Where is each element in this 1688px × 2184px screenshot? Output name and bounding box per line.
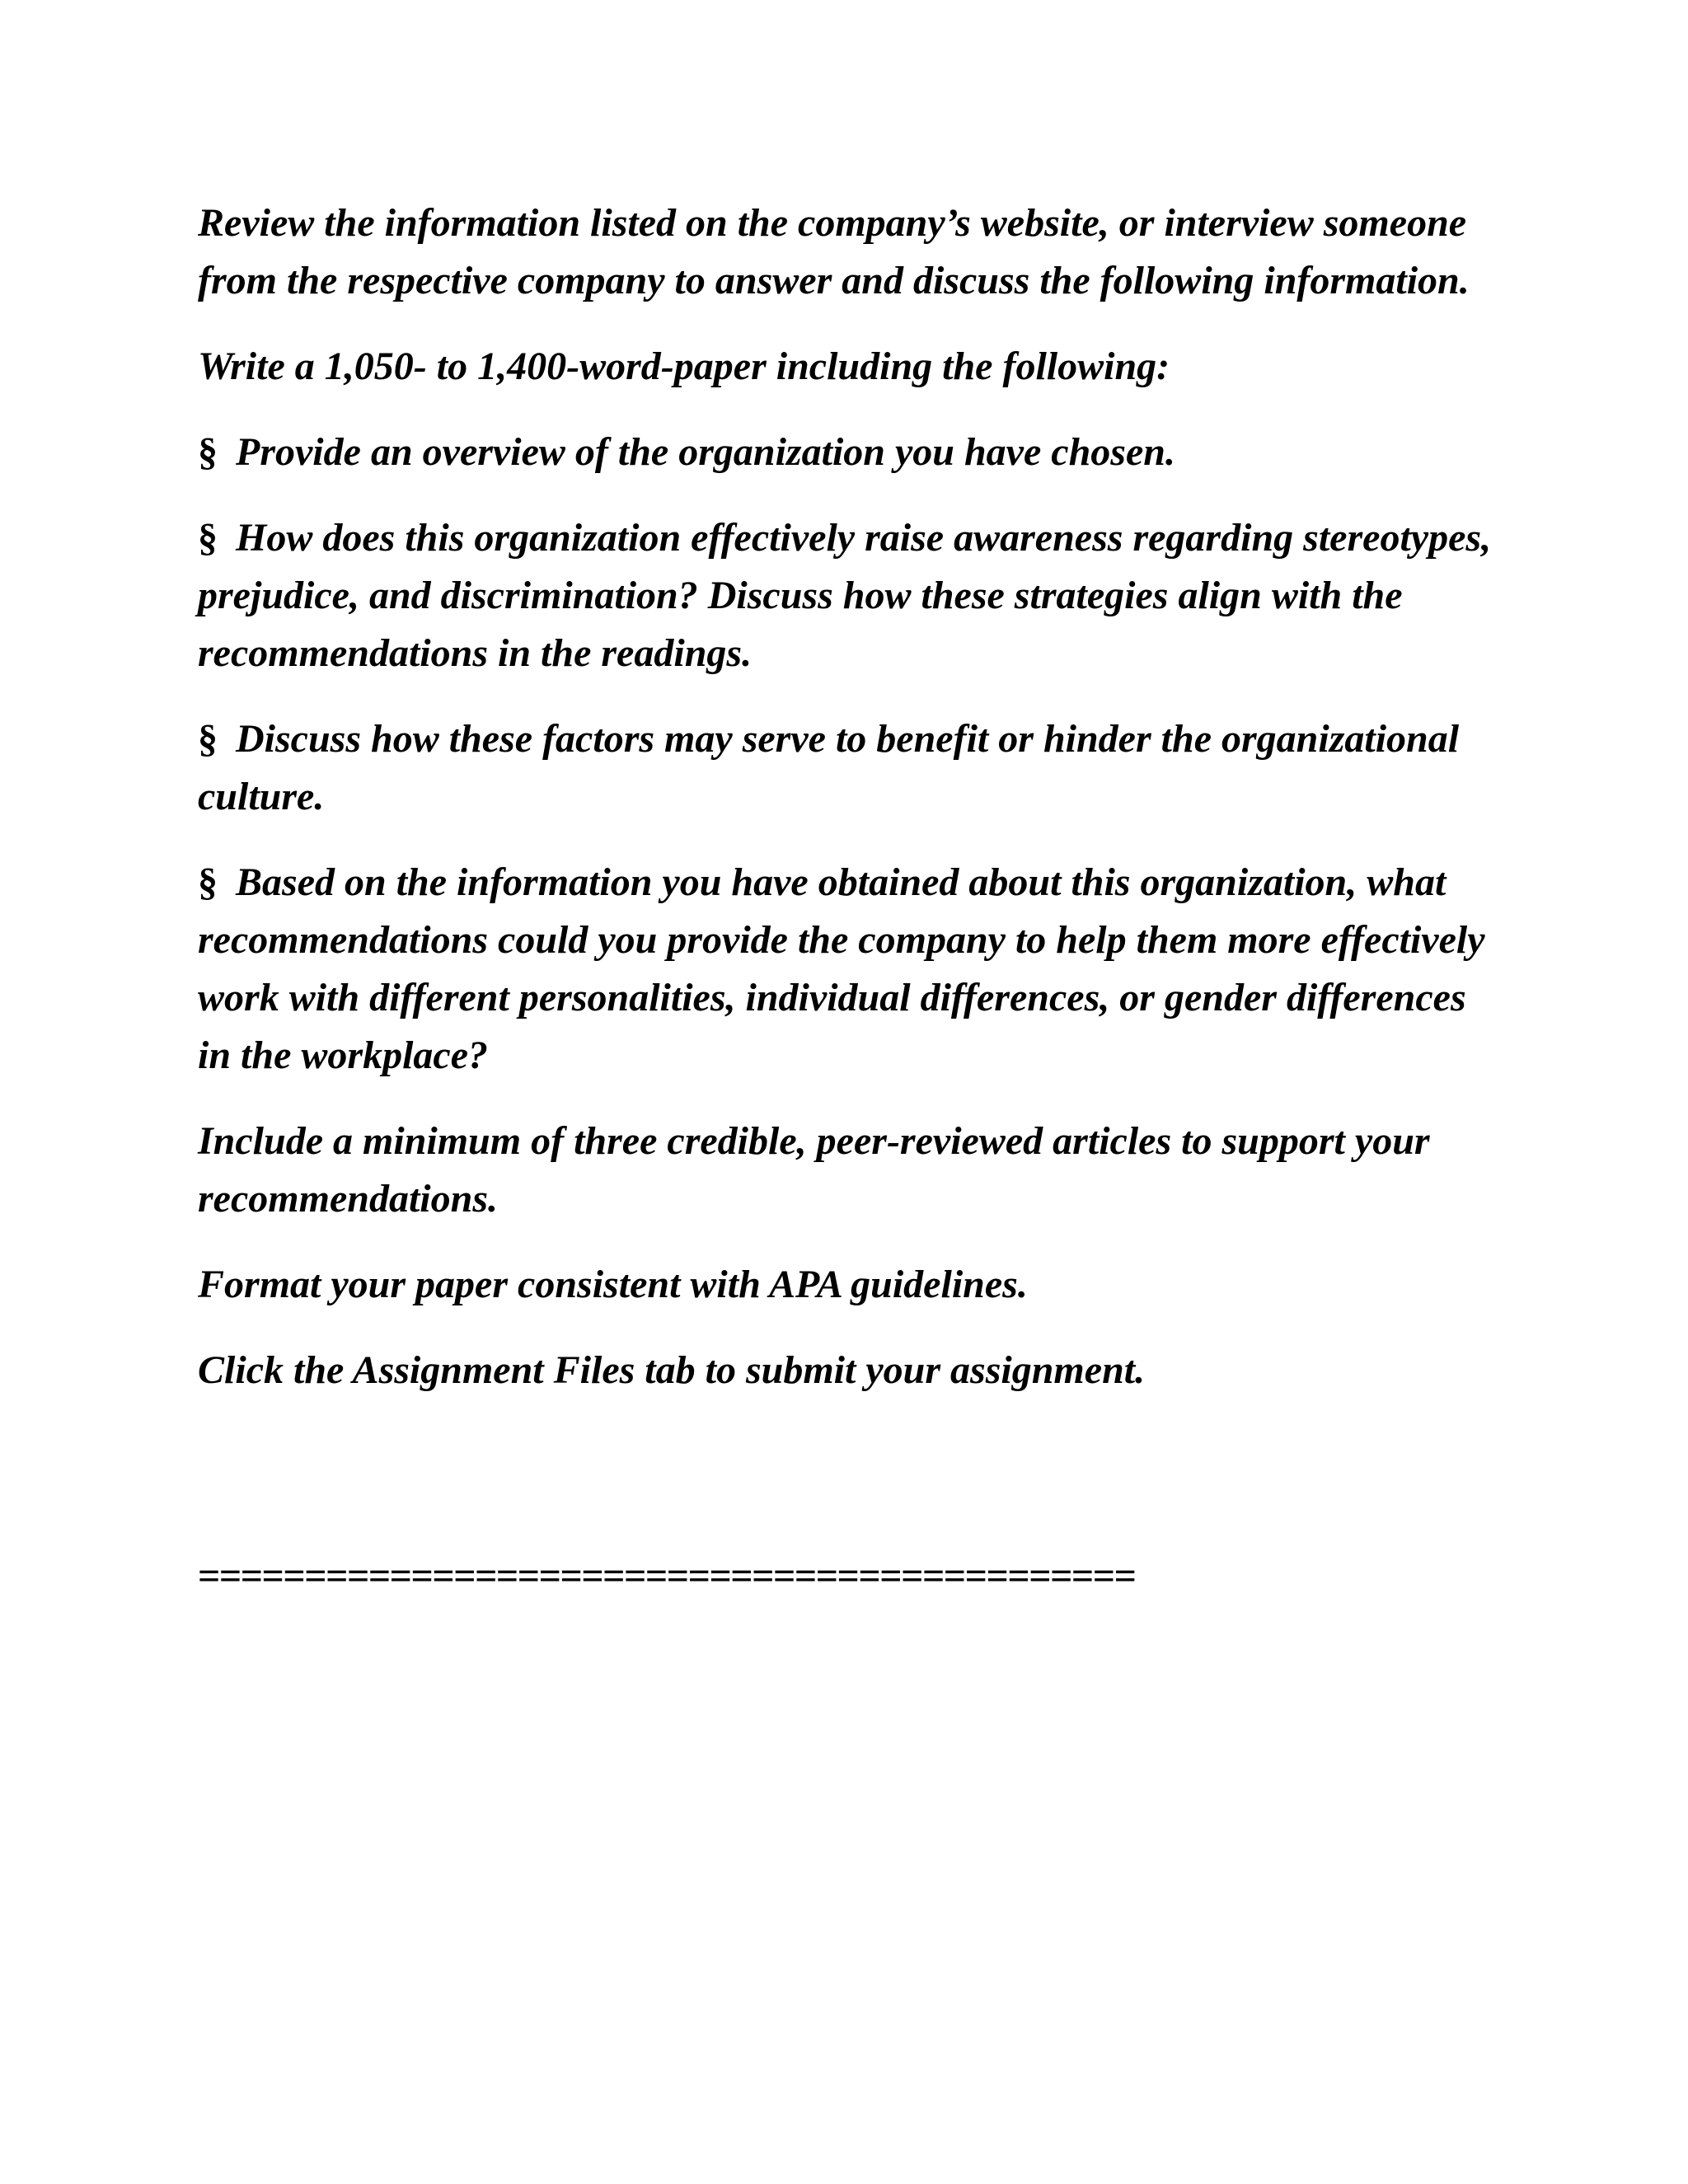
section-sign-bullet: § <box>198 516 218 560</box>
section-sign-bullet: § <box>198 717 218 761</box>
section-sign-bullet: § <box>198 860 218 904</box>
bullet-item-culture <box>198 710 1500 826</box>
assignment-text <box>198 194 1500 1427</box>
section-sign-bullet: § <box>198 430 218 474</box>
intro-paragraph: Review the information listed on the company’s website, or interview someone from the respective company to answer and discuss the following information. <box>198 201 1470 302</box>
bullet-text: Discuss how these factors may serve to benefit or hinder the organizational culture. <box>198 717 1460 818</box>
sources-paragraph: Include a minimum of three credible, peer-reviewed articles to support your recommendations. <box>198 1119 1430 1221</box>
bullet-item-overview <box>198 424 1500 481</box>
submit-paragraph: Click the Assignment Files tab to submit your assignment. <box>198 1348 1146 1392</box>
task-paragraph: Write a 1,050- to 1,400-word-paper including the following: <box>198 344 1170 388</box>
separator-line: ============================================ <box>198 1554 1136 1598</box>
bullet-text: How does this organization effectively raise awareness regarding stereotypes, prejudice, and discrimination? Discuss how these strategies align with the recommendations in the readings. <box>198 516 1492 675</box>
bullet-item-awareness <box>198 509 1500 682</box>
bullet-item-recommendations <box>198 854 1500 1085</box>
bullet-text: Provide an overview of the organization you have chosen. <box>236 430 1175 474</box>
bullet-text: Based on the information you have obtained about this organization, what recommendations could you provide the company to help them more effectively work with different personalities, individual differences, or gender differences in the workplace? <box>198 860 1485 1077</box>
format-paragraph: Format your paper consistent with APA guidelines. <box>198 1263 1028 1306</box>
